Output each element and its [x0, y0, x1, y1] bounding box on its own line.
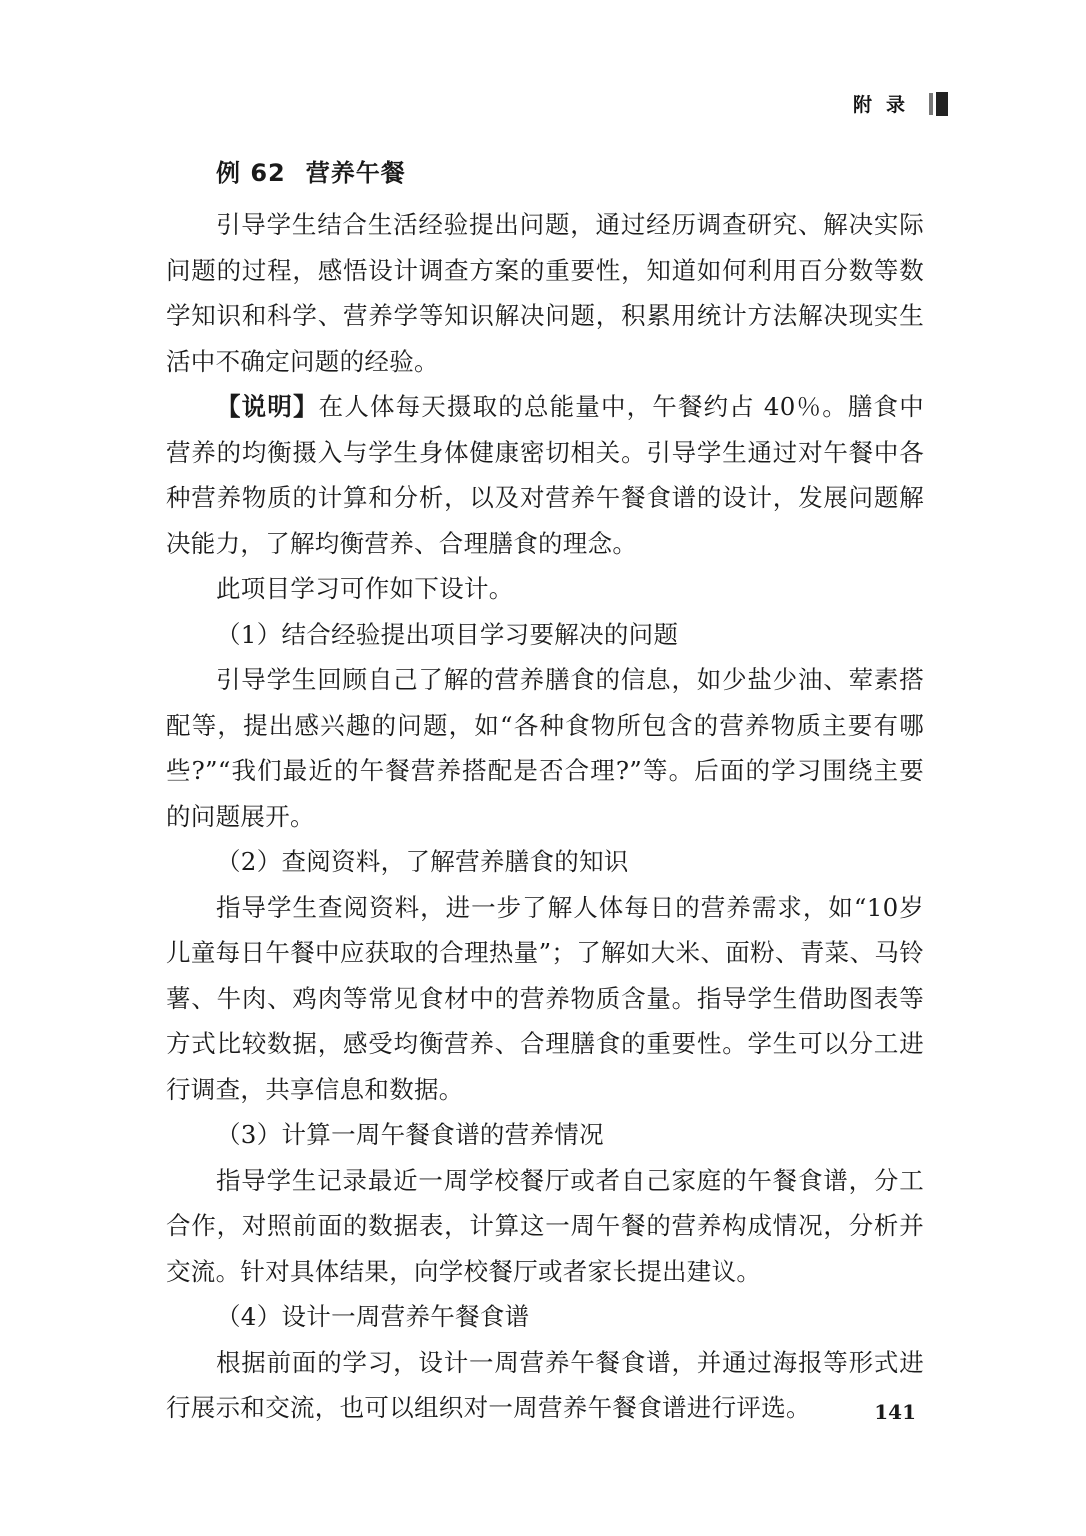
- bar-thin: [929, 93, 933, 115]
- bar-thick: [936, 92, 948, 116]
- page-number: 141: [874, 1400, 916, 1424]
- step3-heading: （3）计算一周午餐食谱的营养情况: [216, 1120, 604, 1149]
- step3-body: 指导学生记录最近一周学校餐厅或者自己家庭的午餐食谱，分工合作，对照前面的数据表，计算这一周午餐的营养构成情况，分析并交流。针对具体结果，向学校餐厅或者家长提出建议。: [166, 1165, 924, 1286]
- step4-heading: （4）设计一周营养午餐食谱: [216, 1302, 530, 1331]
- note-body: 在人体每天摄取的总能量中，午餐约占 40％。膳食中营养的均衡摄入与学生身体健康密切相关。引导学生通过对午餐中各种营养物质的计算和分析，以及对营养午餐食谱的设计，发展问题解决能力，了解均衡营养、合理膳食的理念。: [166, 392, 924, 558]
- step2-heading: （2）查阅资料，了解营养膳食的知识: [216, 847, 629, 876]
- running-head-bars-icon: [929, 92, 948, 116]
- step1-heading: （1）结合经验提出项目学习要解决的问题: [216, 619, 679, 649]
- example-title: [216, 152, 924, 194]
- example-title-text: 营养午餐: [305, 159, 406, 187]
- design-intro-paragraph: 此项目学习可作如下设计。: [216, 574, 514, 603]
- step1-body: 引导学生回顾自己了解的营养膳食的信息，如少盐少油、荤素搭配等，提出感兴趣的问题，如“各种食物所包含的营养物质主要有哪些?”“我们最近的午餐营养搭配是否合理?”等。后面的学习围绕主要的问题展开。: [166, 665, 924, 831]
- page-content: [166, 152, 924, 1431]
- running-head: [853, 90, 948, 117]
- running-head-text: 附录: [852, 94, 919, 116]
- note-paragraph: [166, 384, 924, 566]
- step4-body: 根据前面的学习，设计一周营养午餐食谱，并通过海报等形式进行展示和交流，也可以组织对一周营养午餐食谱进行评选。: [166, 1347, 924, 1422]
- example-number: 例 62: [216, 159, 286, 187]
- step2-body: 指导学生查阅资料，进一步了解人体每日的营养需求，如“10岁儿童每日午餐中应获取的合理热量”；了解如大米、面粉、青菜、马铃薯、牛肉、鸡肉等常见食材中的营养物质含量。指导学生借助图表等方式比较数据，感受均衡营养、合理膳食的重要性。学生可以分工进行调查，共享信息和数据。: [166, 892, 924, 1104]
- note-tag: 【说明】: [216, 392, 319, 421]
- intro-paragraph: 引导学生结合生活经验提出问题，通过经历调查研究、解决实际问题的过程，感悟设计调查方案的重要性，知道如何利用百分数等数学知识和科学、营养学等知识解决问题，积累用统计方法解决现实生活中不确定问题的经验。: [166, 210, 924, 376]
